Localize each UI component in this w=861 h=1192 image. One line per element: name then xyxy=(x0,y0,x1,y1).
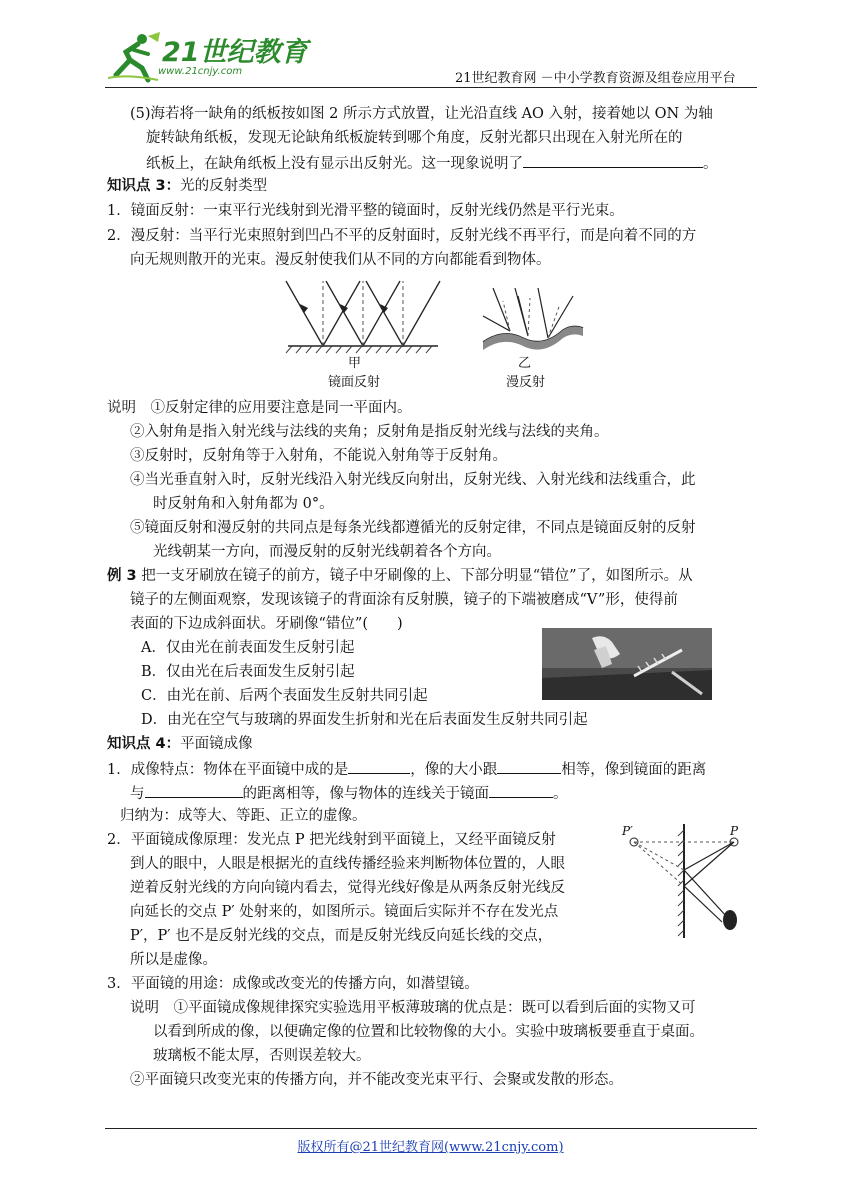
text-line: 说明 ①平面镜成像规律探究实验选用平板薄玻璃的优点是：既可以看到后面的实物又可 xyxy=(130,1000,696,1016)
header-title: 21世纪教育网 －中小学教育资源及组卷应用平台 xyxy=(455,71,736,86)
text-line: ④当光垂直射入时，反射光线沿入射光线反向射出，反射光线、入射光线和法线重合，此 xyxy=(130,472,696,488)
text-line: 玻璃板不能太厚，否则误差较大。 xyxy=(153,1048,371,1064)
reflection-figure xyxy=(278,276,588,392)
header-divider xyxy=(105,87,757,88)
text-line: 逆着反射光线的方向向镜内看去，觉得光线好像是从两条反射光线反 xyxy=(130,880,565,896)
option-b[interactable]: B．仅由光在后表面发生反射引起 xyxy=(141,664,355,680)
text-line: ②入射角是指入射光线与法线的夹角；反射角是指反射光线与法线的夹角。 xyxy=(130,424,609,440)
text-line: 2．平面镜成像原理：发光点 P 把光线射到平面镜上，又经平面镜反射 xyxy=(107,832,556,848)
option-d[interactable]: D．由光在空气与玻璃的界面发生折射和光在后表面发生反射共同引起 xyxy=(141,712,588,728)
toothbrush-image xyxy=(542,628,712,700)
answer-blank[interactable] xyxy=(523,152,703,168)
logo-text: 21世纪教育 xyxy=(162,37,308,68)
text-line: 2．漫反射：当平行光束照射到凹凸不平的反射面时，反射光线不再平行，而是向着不同的方 xyxy=(107,228,697,244)
text-line: 旋转缺角纸板，发现无论缺角纸板旋转到哪个角度，反射光都只出现在入射光所在的 xyxy=(146,130,683,146)
example-line: 例 3 把一支牙刷放在镜子的前方，镜子中牙刷像的上、下部分明显“错位”了，如图所示。从 xyxy=(107,568,693,584)
text-line: 纸板上，在缺角纸板上没有显示出反射光。这一现象说明了 。 xyxy=(146,152,718,175)
point-p-prime-label: P′ xyxy=(622,824,633,838)
answer-blank[interactable] xyxy=(489,782,553,798)
figure-label: 乙 xyxy=(518,356,532,371)
text-line: 与 的距离相等，像与物体的连线关于镜面 。 xyxy=(130,782,568,805)
figure-label: 甲 xyxy=(348,356,362,371)
text-line: 1．成像特点：物体在平面镜中成的是 ，像的大小跟 相等，像到镜面的距离 xyxy=(107,758,706,781)
option-c[interactable]: C．由光在前、后两个表面发生反射共同引起 xyxy=(141,688,428,704)
plane-mirror-diagram xyxy=(622,822,747,942)
answer-blank[interactable] xyxy=(348,758,410,774)
footer-divider xyxy=(105,1128,757,1129)
text-line: ②平面镜只改变光束的传播方向，并不能改变光束平行、会聚或发散的形态。 xyxy=(130,1072,623,1088)
text-line: 所以是虚像。 xyxy=(130,952,217,968)
figure-caption: 镜面反射 xyxy=(328,375,381,390)
section-title: 知识点 3：光的反射类型 xyxy=(107,178,268,194)
answer-blank[interactable] xyxy=(497,758,561,774)
text-line: 归纳为：成等大、等距、正立的虚像。 xyxy=(120,808,367,824)
figure-caption: 漫反射 xyxy=(506,375,546,390)
text-line: ③反射时，反射角等于入射角，不能说入射角等于反射角。 xyxy=(130,448,507,464)
text-line: 时反射角和入射角都为 0°。 xyxy=(153,496,334,512)
text-line: 表面的下边成斜面状。牙刷像“错位”( ) xyxy=(130,616,403,632)
point-p-label: P xyxy=(730,824,739,838)
text-line: 向延长的交点 P′ 处射来的，如图所示。镜面后实际并不存在发光点 xyxy=(130,904,559,920)
section-title: 知识点 4：平面镜成像 xyxy=(107,736,253,752)
footer-copyright-link[interactable]: 版权所有@21世纪教育网(www.21cnjy.com) xyxy=(297,1140,564,1155)
text-line: 镜子的左侧面观察，发现该镜子的背面涂有反射膜，镜子的下端被磨成“V”形，使得前 xyxy=(130,592,678,608)
text-line: 说明 ①反射定律的应用要注意是同一平面内。 xyxy=(107,400,412,416)
text-line: (5)海若将一缺角的纸板按如图 2 所示方式放置，让光沿直线 AO 入射，接着她以 ON 为轴 xyxy=(130,106,713,122)
text-line: 以看到所成的像，以便确定像的位置和比较物像的大小。实验中玻璃板要垂直于桌面。 xyxy=(153,1024,704,1040)
text-line: 3．平面镜的用途：成像或改变光的传播方向，如潜望镜。 xyxy=(107,976,479,992)
text-line: P′，P′ 也不是反射光线的交点，而是反射光线反向延长线的交点， xyxy=(130,928,553,944)
plane-mirror-figure xyxy=(622,822,747,942)
option-a[interactable]: A．仅由光在前表面发生反射引起 xyxy=(141,640,355,656)
logo-url: www.21cnjy.com xyxy=(158,66,243,77)
text-line: 向无规则散开的光束。漫反射使我们从不同的方向都能看到物体。 xyxy=(130,252,551,268)
toothbrush-photo xyxy=(542,628,712,700)
text-line: ⑤镜面反射和漫反射的共同点是每条光线都遵循光的反射定律，不同点是镜面反射的反射 xyxy=(130,520,696,536)
text-line: 光线朝某一方向，而漫反射的反射光线朝着各个方向。 xyxy=(153,544,501,560)
answer-blank[interactable] xyxy=(145,782,243,798)
text-line: 到人的眼中，人眼是根据光的直线传播经验来判断物体位置的，人眼 xyxy=(130,856,565,872)
text-line: 1．镜面反射：一束平行光线射到光滑平整的镜面时，反射光线仍然是平行光束。 xyxy=(107,203,624,219)
